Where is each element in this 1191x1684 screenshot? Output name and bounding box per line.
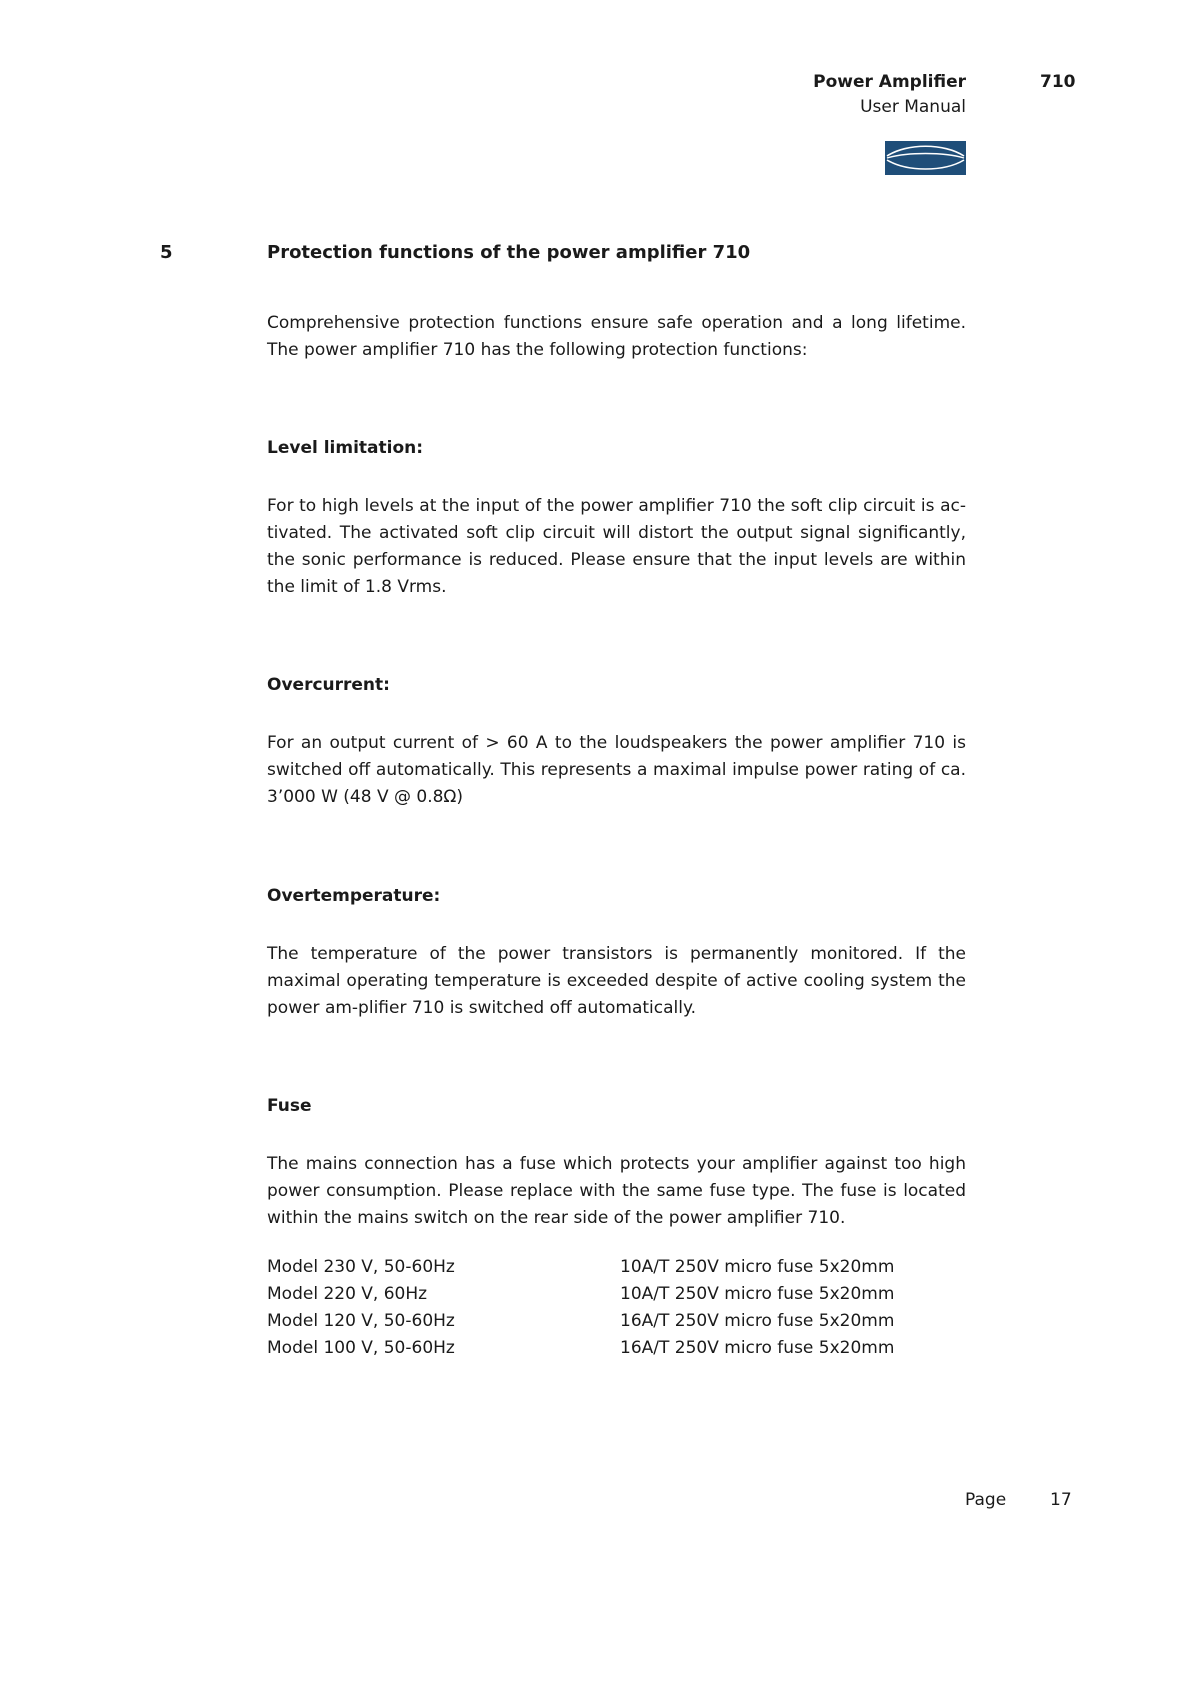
header-subtitle: User Manual <box>860 97 966 117</box>
subsection-overtemperature <box>267 886 966 906</box>
table-row <box>267 1254 966 1281</box>
subsection-heading: Overcurrent: <box>267 675 390 695</box>
fuse-table <box>267 1254 966 1362</box>
fuse-type-cell: 16A/T 250V micro fuse 5x20mm <box>620 1311 895 1331</box>
fuse-model-cell: Model 120 V, 50-60Hz <box>267 1311 455 1331</box>
subsection-overcurrent-body <box>267 730 966 811</box>
table-row <box>267 1281 966 1308</box>
fuse-model-cell: Model 220 V, 60Hz <box>267 1284 428 1304</box>
intro-paragraph: Comprehensive protection functions ensure safe operation and a long lifetime. The power amplifier 710 has the following protection functions: <box>267 313 966 360</box>
intro-block <box>267 310 966 364</box>
subsection-paragraph: For an output current of > 60 A to the loudspeakers the power amplifier 710 is switched off automatically. This represents a maximal impulse power rating of ca. 3’000 W (48 V @ 0.8Ω) <box>267 733 966 807</box>
subsection-heading: Level limitation: <box>267 438 424 458</box>
subsection-heading: Fuse <box>267 1096 312 1116</box>
subsection-paragraph: For to high levels at the input of the power amplifier 710 the soft clip circuit is ac-tivated. The activated soft clip circuit will distort the output signal significantly, the sonic performance is reduced. Please ensure that the input levels are within the limit of 1.8 Vrms. <box>267 496 966 597</box>
fuse-model-cell: Model 100 V, 50-60Hz <box>267 1338 455 1358</box>
fuse-type-cell: 10A/T 250V micro fuse 5x20mm <box>620 1257 895 1277</box>
subsection-level-limitation <box>267 438 966 458</box>
section-title: Protection functions of the power amplifier 710 <box>267 242 751 263</box>
header-model: 710 <box>1040 72 1076 92</box>
subsection-overtemperature-body <box>267 941 966 1022</box>
subsection-heading: Overtemperature: <box>267 886 441 906</box>
page-label: Page <box>965 1490 1007 1510</box>
table-row <box>267 1335 966 1362</box>
subsection-paragraph: The mains connection has a fuse which protects your amplifier against too high power consumption. Please replace with the same fuse type. The fuse is located within the mains switch on the rear side of the power amplifier 710. <box>267 1154 966 1228</box>
fuse-type-cell: 16A/T 250V micro fuse 5x20mm <box>620 1338 895 1358</box>
header-product: Power Amplifier <box>813 72 966 92</box>
subsection-fuse <box>267 1096 966 1116</box>
section-number: 5 <box>160 242 173 263</box>
fuse-type-cell: 10A/T 250V micro fuse 5x20mm <box>620 1284 895 1304</box>
table-row <box>267 1308 966 1335</box>
fuse-model-cell: Model 230 V, 50-60Hz <box>267 1257 455 1277</box>
page-number: 17 <box>1050 1490 1072 1510</box>
subsection-paragraph: The temperature of the power transistors is permanently monitored. If the maximal operating temperature is exceeded despite of active cooling system the power am-plifier 710 is switched off automatically. <box>267 944 966 1018</box>
subsection-level-limitation-body <box>267 493 966 601</box>
wave-logo-icon <box>885 141 966 175</box>
subsection-fuse-body <box>267 1151 966 1232</box>
subsection-overcurrent <box>267 675 966 695</box>
